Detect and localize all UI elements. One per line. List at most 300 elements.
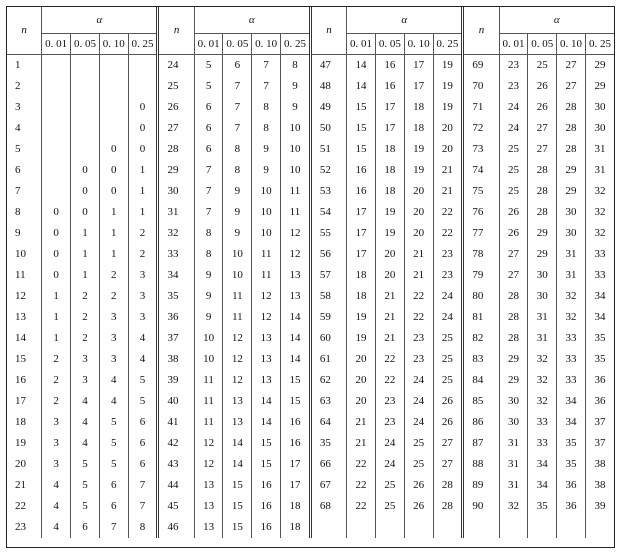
n-value-cell: 48 [310,76,346,97]
critical-value-cell: 3 [99,328,128,349]
alpha-header: α [42,7,158,34]
n-value-cell: 85 [463,391,499,412]
critical-value-cell: 4 [71,433,100,454]
critical-value-cell [375,517,404,538]
n-value-cell: 41 [158,412,194,433]
n-value-cell: 59 [310,307,346,328]
critical-value-cell: 13 [223,391,252,412]
critical-value-cell [499,517,528,538]
critical-value-cell: 18 [281,496,311,517]
n-value-cell: 78 [463,244,499,265]
critical-value-cell: 3 [71,349,100,370]
critical-value-cell: 5 [99,412,128,433]
critical-value-cell: 1 [71,223,100,244]
critical-value-cell: 25 [528,55,557,77]
critical-value-cell: 12 [252,307,281,328]
critical-value-cell: 27 [499,244,528,265]
critical-value-cell: 29 [585,76,614,97]
critical-value-cell: 23 [404,328,433,349]
critical-value-cell: 11 [252,244,281,265]
critical-value-cell: 29 [557,181,586,202]
critical-value-cell: 24 [404,370,433,391]
table-row [7,76,614,97]
critical-value-cell [347,517,376,538]
critical-value-cell: 8 [252,118,281,139]
alpha-level-header: 0. 01 [347,34,376,55]
n-value-cell: 30 [158,181,194,202]
critical-value-cell: 18 [375,139,404,160]
n-value-cell: 16 [15,374,26,386]
n-value-cell: 67 [310,475,346,496]
alpha-level-header: 0. 25 [585,34,614,55]
n-value-cell: 68 [310,496,346,517]
critical-value-cell: 2 [42,370,71,391]
n-value-cell: 47 [310,55,346,77]
n-value-cell: 27 [158,118,194,139]
critical-value-cell: 9 [194,286,223,307]
critical-value-cell: 7 [194,181,223,202]
n-value-cell: 70 [463,76,499,97]
critical-value-cell: 31 [528,328,557,349]
critical-value-cell: 1 [128,160,158,181]
critical-value-cell: 29 [557,160,586,181]
critical-value-cell: 5 [99,433,128,454]
critical-value-cell: 11 [223,286,252,307]
critical-value-cell [99,118,128,139]
critical-value-cell: 22 [375,349,404,370]
critical-value-cell [99,55,128,77]
critical-value-cell: 25 [433,349,463,370]
n-value-cell: 53 [310,181,346,202]
critical-value-cell: 33 [585,244,614,265]
table-row [7,181,614,202]
critical-value-cell: 24 [404,391,433,412]
critical-value-cell: 8 [128,517,158,538]
critical-value-cell: 0 [42,244,71,265]
critical-value-cell: 14 [281,328,311,349]
critical-value-cell: 30 [585,97,614,118]
critical-value-cell: 0 [128,97,158,118]
critical-value-cell: 14 [281,307,311,328]
critical-value-cell: 33 [528,412,557,433]
critical-value-cell: 12 [281,244,311,265]
critical-value-cell: 31 [557,244,586,265]
critical-value-cell: 5 [194,55,223,77]
table-row [7,286,614,307]
critical-value-cell: 18 [375,160,404,181]
critical-value-cell: 24 [375,433,404,454]
critical-value-cell: 27 [528,118,557,139]
table-row [7,118,614,139]
critical-value-cell: 3 [99,307,128,328]
critical-value-cell: 14 [223,433,252,454]
critical-value-cell: 14 [347,55,376,77]
critical-value-cell: 19 [347,328,376,349]
critical-value-cell: 12 [194,433,223,454]
critical-value-cell: 31 [499,454,528,475]
critical-value-cell: 11 [223,307,252,328]
critical-value-cell: 13 [252,349,281,370]
critical-value-cell: 0 [71,160,100,181]
alpha-header: α [347,7,463,34]
n-value-cell: 38 [158,349,194,370]
table-row [7,412,614,433]
critical-value-cell: 13 [194,475,223,496]
n-value-cell: 25 [158,76,194,97]
critical-value-cell: 30 [585,118,614,139]
critical-value-cell: 10 [281,118,311,139]
critical-value-cell: 0 [99,181,128,202]
n-value-cell: 46 [158,517,194,538]
n-value-cell: 20 [15,458,26,470]
critical-value-cell: 31 [557,265,586,286]
critical-value-cell: 26 [528,76,557,97]
critical-value-cell: 20 [375,265,404,286]
table-row [7,370,614,391]
critical-value-cell: 28 [557,139,586,160]
critical-value-cell: 19 [375,223,404,244]
critical-value-cell: 31 [585,160,614,181]
critical-value-cell: 6 [128,454,158,475]
table-row [7,223,614,244]
critical-value-cell: 17 [404,76,433,97]
critical-value-cell: 13 [252,328,281,349]
critical-value-cell: 1 [71,265,100,286]
critical-value-cell: 7 [194,202,223,223]
critical-value-cell: 37 [585,412,614,433]
critical-value-cell: 11 [194,391,223,412]
critical-value-cell: 10 [223,244,252,265]
n-value-cell: 56 [310,244,346,265]
n-value-cell: 9 [15,227,21,239]
critical-value-cell: 17 [347,202,376,223]
critical-value-cell: 4 [99,391,128,412]
critical-value-cell [42,139,71,160]
critical-value-cell: 16 [347,160,376,181]
n-value-cell: 60 [310,328,346,349]
critical-value-cell: 36 [585,370,614,391]
alpha-level-header: 0. 05 [71,34,100,55]
critical-value-cell: 31 [585,139,614,160]
critical-value-cell [557,517,586,538]
critical-value-cell: 14 [252,412,281,433]
critical-value-cell: 17 [281,454,311,475]
n-value-cell [463,517,499,538]
critical-value-cell: 17 [404,55,433,77]
critical-value-cell: 7 [128,496,158,517]
critical-value-cell: 32 [557,286,586,307]
critical-value-cell: 34 [585,307,614,328]
critical-value-cell: 20 [404,181,433,202]
critical-value-cell: 23 [375,412,404,433]
critical-value-cell: 15 [347,97,376,118]
critical-value-cell: 10 [281,160,311,181]
critical-value-cell: 1 [128,202,158,223]
critical-value-cell: 22 [375,370,404,391]
critical-value-cell: 20 [347,370,376,391]
critical-value-cell [42,97,71,118]
critical-value-cell: 25 [404,433,433,454]
n-value-cell: 61 [310,349,346,370]
n-value-cell: 13 [15,311,26,323]
n-value-cell: 5 [15,143,21,155]
critical-value-cell: 0 [71,181,100,202]
critical-value-cell: 1 [128,181,158,202]
critical-value-cell: 23 [375,391,404,412]
critical-value-cell: 33 [585,265,614,286]
critical-value-cell: 22 [433,202,463,223]
critical-value-cell: 5 [71,475,100,496]
critical-value-cell: 35 [528,496,557,517]
critical-value-cell [71,97,100,118]
critical-value-cell: 1 [42,328,71,349]
critical-value-cell: 10 [223,265,252,286]
n-value-cell: 29 [158,160,194,181]
critical-value-cell: 5 [99,454,128,475]
n-value-cell: 90 [463,496,499,517]
critical-value-cell: 21 [433,181,463,202]
critical-value-cell: 15 [252,454,281,475]
critical-value-cell: 4 [128,349,158,370]
critical-value-cell: 27 [433,454,463,475]
n-value-cell: 80 [463,286,499,307]
critical-value-cell: 32 [528,391,557,412]
critical-value-cell: 4 [128,328,158,349]
critical-value-cell: 6 [194,118,223,139]
critical-value-cell: 12 [252,286,281,307]
critical-value-cell: 28 [499,307,528,328]
critical-value-cell: 12 [281,223,311,244]
critical-value-cell: 3 [128,286,158,307]
n-value-cell: 43 [158,454,194,475]
critical-value-cell: 39 [585,496,614,517]
critical-value-cell: 19 [433,55,463,77]
critical-value-cell: 5 [128,370,158,391]
critical-value-cell: 11 [194,412,223,433]
critical-value-cell: 15 [223,517,252,538]
critical-value-cell: 16 [281,412,311,433]
critical-value-cell: 15 [347,118,376,139]
n-value-cell: 50 [310,118,346,139]
n-value-cell: 74 [463,160,499,181]
critical-value-cell: 30 [528,265,557,286]
n-value-cell: 33 [158,244,194,265]
n-value-cell: 83 [463,349,499,370]
critical-value-cell: 25 [375,496,404,517]
table-row [7,265,614,286]
critical-value-cell: 36 [557,496,586,517]
critical-value-cell: 17 [347,244,376,265]
critical-value-cell: 10 [194,328,223,349]
n-value-cell: 4 [15,122,21,134]
alpha-header: α [499,7,614,34]
alpha-level-header: 0. 05 [528,34,557,55]
n-value-cell: 52 [310,160,346,181]
critical-value-cell: 4 [42,517,71,538]
critical-value-cell: 31 [499,433,528,454]
critical-value-cell: 6 [128,433,158,454]
n-value-cell: 2 [15,80,21,92]
n-value-cell: 76 [463,202,499,223]
critical-value-cell: 11 [281,202,311,223]
n-value-cell: 36 [158,307,194,328]
critical-value-cell: 0 [71,202,100,223]
critical-value-cell [42,118,71,139]
critical-value-cell: 38 [585,475,614,496]
n-value-cell: 22 [15,500,26,512]
critical-value-cell: 6 [99,475,128,496]
critical-value-cell [99,97,128,118]
critical-value-cell: 16 [252,475,281,496]
critical-value-cell: 8 [194,223,223,244]
critical-value-cell: 34 [528,454,557,475]
critical-value-cell: 29 [585,55,614,77]
critical-value-cell: 11 [194,370,223,391]
n-value-cell: 86 [463,412,499,433]
critical-value-cell: 30 [557,223,586,244]
n-value-cell: 39 [158,370,194,391]
critical-value-cell: 0 [42,223,71,244]
critical-value-cell: 26 [499,223,528,244]
critical-value-cell: 27 [433,433,463,454]
critical-value-cell: 7 [223,76,252,97]
critical-value-cell: 0 [42,265,71,286]
critical-value-cell: 1 [99,223,128,244]
critical-value-cell: 36 [585,391,614,412]
critical-value-cell [71,55,100,77]
critical-value-cell: 28 [557,118,586,139]
critical-value-cell: 26 [433,391,463,412]
n-value-cell: 72 [463,118,499,139]
critical-value-cell: 2 [71,286,100,307]
critical-value-cell: 27 [557,55,586,77]
n-value-cell: 11 [15,269,26,281]
n-value-cell: 77 [463,223,499,244]
n-value-cell: 28 [158,139,194,160]
critical-value-cell: 2 [42,349,71,370]
n-value-cell: 82 [463,328,499,349]
critical-value-cell: 18 [404,118,433,139]
critical-value-cell: 28 [499,286,528,307]
n-value-cell: 69 [463,55,499,77]
table-row [7,475,614,496]
critical-value-cell: 20 [433,139,463,160]
critical-value-cell: 24 [433,307,463,328]
critical-value-cell [42,160,71,181]
table-row [7,307,614,328]
critical-value-cell: 8 [223,160,252,181]
n-value-cell: 10 [15,248,26,260]
critical-value-cell: 23 [433,265,463,286]
critical-value-cell: 34 [557,391,586,412]
critical-value-cell: 2 [99,286,128,307]
alpha-level-header: 0. 25 [281,34,311,55]
critical-value-cell: 33 [557,370,586,391]
critical-value-cell: 33 [557,328,586,349]
critical-value-cell: 37 [585,433,614,454]
critical-value-cell: 18 [404,97,433,118]
critical-value-cell: 15 [281,391,311,412]
critical-value-cell: 12 [223,349,252,370]
critical-value-cell: 9 [223,181,252,202]
critical-value-cell: 21 [347,412,376,433]
critical-value-cell: 19 [433,76,463,97]
alpha-level-header: 0. 01 [499,34,528,55]
critical-value-cell: 28 [433,475,463,496]
critical-value-cell: 21 [375,328,404,349]
critical-value-cell [42,181,71,202]
critical-value-cell: 32 [499,496,528,517]
critical-value-cell: 12 [223,370,252,391]
critical-value-cell: 22 [347,496,376,517]
critical-value-cell: 34 [557,412,586,433]
n-value-cell: 7 [15,185,21,197]
n-value-cell: 3 [15,101,21,113]
critical-value-cell: 20 [347,349,376,370]
n-value-cell: 12 [15,290,26,302]
critical-value-cell: 14 [252,391,281,412]
critical-value-cell: 19 [347,307,376,328]
critical-value-cell: 7 [252,76,281,97]
n-value-cell: 66 [310,454,346,475]
critical-value-cell: 17 [281,475,311,496]
critical-value-cell: 9 [223,202,252,223]
n-value-cell: 75 [463,181,499,202]
critical-value-cell: 28 [528,202,557,223]
critical-value-cell: 35 [585,328,614,349]
critical-value-cell: 13 [252,370,281,391]
critical-value-cell: 26 [528,97,557,118]
table-row [7,349,614,370]
critical-value-cell: 8 [252,97,281,118]
critical-value-cell: 18 [281,517,311,538]
critical-value-cell: 1 [42,286,71,307]
critical-value-cell: 20 [404,202,433,223]
n-value-cell: 37 [158,328,194,349]
critical-value-cell: 3 [42,454,71,475]
critical-value-cell: 19 [404,160,433,181]
table-row [7,97,614,118]
n-header: n [158,7,194,55]
critical-value-cell: 29 [528,244,557,265]
critical-value-cell: 3 [42,412,71,433]
alpha-level-header: 0. 25 [128,34,158,55]
critical-value-cell: 16 [252,517,281,538]
n-value-cell: 14 [15,332,26,344]
n-value-cell: 34 [158,265,194,286]
table-row [7,517,614,538]
critical-value-cell [128,76,158,97]
critical-value-cell: 7 [99,517,128,538]
critical-value-cell: 34 [585,286,614,307]
critical-value-cell: 1 [99,202,128,223]
critical-value-cell: 9 [194,265,223,286]
critical-value-cell: 9 [194,307,223,328]
n-value-cell: 58 [310,286,346,307]
critical-value-cell: 16 [252,496,281,517]
critical-value-cell: 0 [99,139,128,160]
n-value-cell: 89 [463,475,499,496]
critical-value-cell: 34 [528,475,557,496]
critical-value-cell: 22 [404,286,433,307]
critical-value-cell: 32 [557,307,586,328]
critical-value-cell: 20 [375,244,404,265]
critical-value-cell: 3 [128,307,158,328]
critical-value-cell: 19 [433,97,463,118]
critical-value-cell: 26 [404,475,433,496]
critical-value-cell: 36 [557,475,586,496]
n-value-cell: 42 [158,433,194,454]
